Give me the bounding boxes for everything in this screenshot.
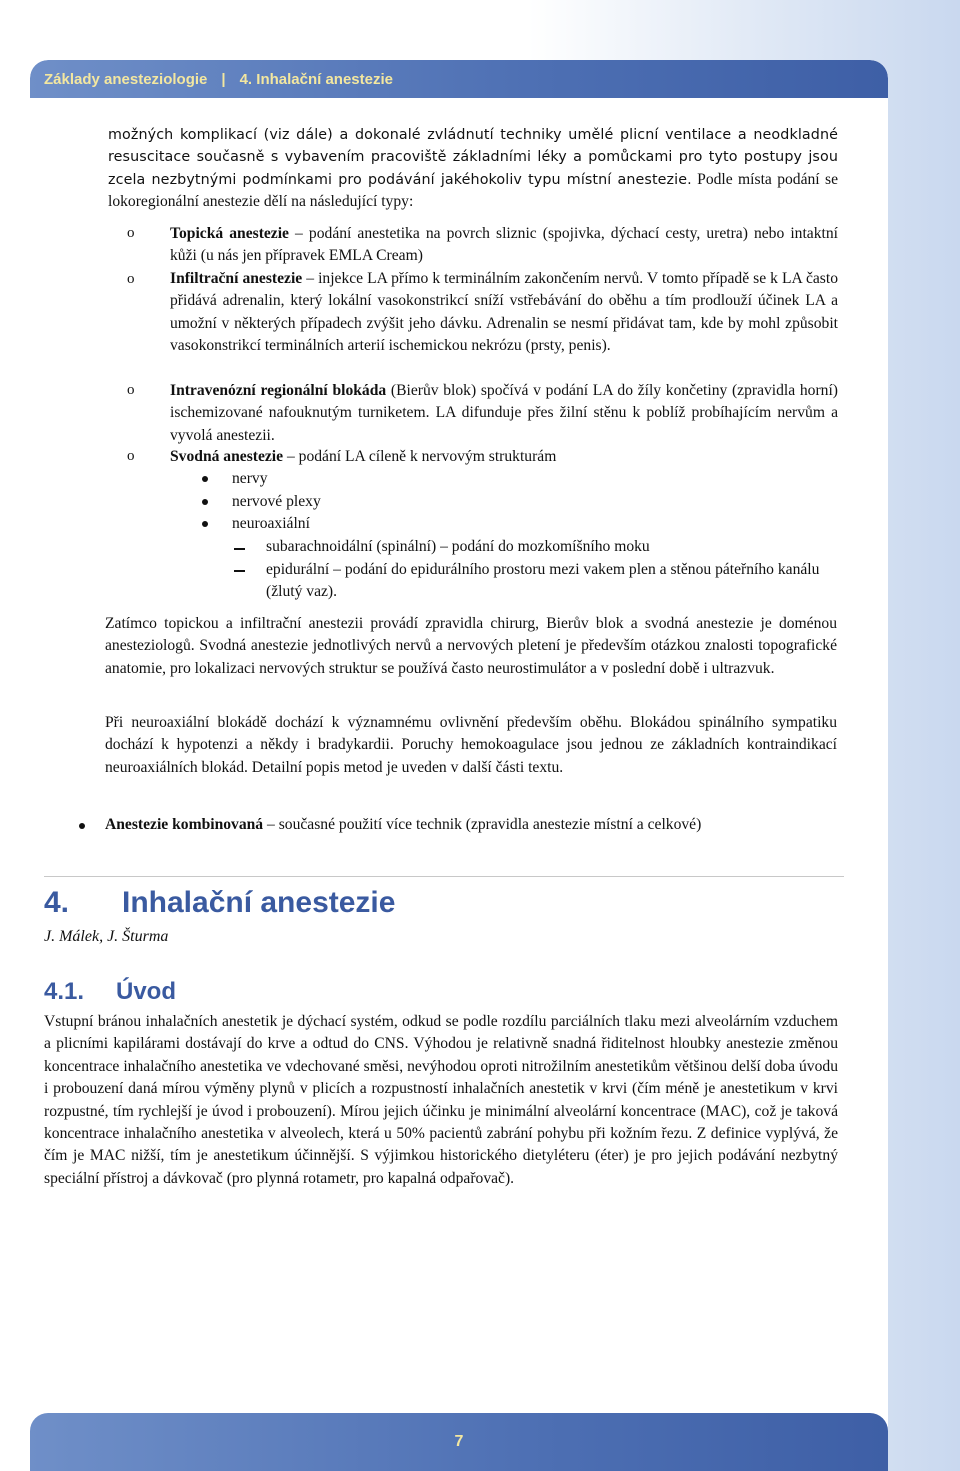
list-item-svodna [170, 446, 838, 468]
paragraph-uvod: Vstupní bránou inhalačních anestetik je dýchací systém, odkud se podle rozdílu parciálních tlaku mezi alveolárním vzduchem a plicními kapilárami dostávají do krve a odtud do CNS. Výhodou je relativně snadná řiditelnost hloubky anestezie změnou koncentrace inhalačního anestetika ve vdechované směsi, nevýhodou oproti nitrožilním anestetikům většinou delší doba úvodu i probouzení daná mírou výměny plynů v plicích a rozpustností inhalačních anestetik v krvi (čím méně je anestetikum v krvi rozpustné, tím rychlejší je úvod i probouzení). Mírou jejich účinku je minimální alveolární koncentrace (MAC), což je taková koncentrace inhalačního anestetika v alveolech, která u 50% pacientů zabrání pohybu při kožním řezu. Z definice vyplývá, že čím je MAC nižší, tím je anestetikum účinnější. S výjimkou historického dietyléteru (éter) je pro jejich podávání nezbytný speciální přístroj a dávkovač (pro plynná rotametr, pro kapalná odpařovač). [44, 1013, 838, 1187]
section-heading [44, 886, 395, 920]
running-header [30, 60, 888, 98]
header-separator: | [221, 70, 226, 88]
list-marker: o [127, 271, 135, 287]
book-title: Základy anesteziologie [44, 70, 208, 88]
subsection-heading [44, 978, 176, 1006]
page-number: 7 [454, 1433, 464, 1450]
section-title: Inhalační anestezie [122, 886, 396, 919]
section-number: 4. [44, 886, 70, 919]
list-marker: o [127, 225, 135, 241]
neuroaxial-item: subarachnoidální (spinální) – podání do mozkomíšního moku [266, 538, 650, 555]
neuroaxial-item: epidurální – podání do epidurálního prostoru mezi vakem plen a stěnou páteřního kanálu (žlutý vaz). [266, 561, 820, 601]
intro-sans-text: možných komplikací (viz dále) a dokonalé zvládnutí techniky umělé plicní ventilace a neodkladné resuscitace současně s vybavením pracoviště základními léky a pomůckami pro tyto postupy jsou zcela nezbytnými podmínkami pro podávání jakéhokoliv typu místní anestezie. [108, 127, 838, 188]
definition-intravenozni: (Bierův blok) spočívá v podání LA do žíly končetiny (zpravidla horní) ischemizované nafouknutým turniketem. LA difunduje přes žilní stěnu k poblíž probíhajícím nervům a vyvolá anestezii. [170, 382, 838, 444]
dash-icon [234, 548, 245, 550]
term-topicka: Topická anestezie [170, 225, 289, 242]
definition-topicka: – podání anestetika na povrch sliznic (spojivka, dýchací cesty, uretra) nebo intaktní kůži (u nás jen přípravek EMLA Cream) [170, 225, 838, 265]
sublist-item: neuroaxiální [232, 515, 310, 532]
list-marker: o [127, 448, 135, 464]
paragraph-chirurg: Zatímco topickou a infiltrační anestezii provádí zpravidla chirurg, Bierův blok a svodná anestezie je doménou anesteziologů. Svodná anestezie jednotlivých nervů a nervových pletení je především otázkou znalosti topografické anatomie, pro lokalizaci nervových struktur se používá často neurostimulátor a v poslední době i ultrazvuk. [105, 615, 837, 677]
term-kombinovana: Anestezie kombinovaná [105, 816, 264, 833]
definition-infiltracni: – injekce LA přímo k terminálním zakončením nervů. V tomto případě se k LA často přidává adrenalin, který lokální vasokonstrikcí sníží vstřebávání do oběhu a tím prodlouží účinek LA a umožní v některých případech zvýšit jeho dávku. Adrenalin se nesmí přidávat tam, kde by mohl způsobit vasokonstrikcí terminálních arterií ischemickou nekrózu (prsty, penis). [170, 270, 838, 355]
term-intravenozni: Intravenózní regionální blokáda [170, 382, 387, 399]
bullet-icon [79, 823, 85, 829]
bullet-icon [202, 521, 208, 527]
term-svodna: Svodná anestezie [170, 448, 284, 465]
list-item-topicka [170, 223, 838, 268]
sublist-item: nervové plexy [232, 493, 321, 510]
paragraph-neuroaxialni: Při neuroaxiální blokádě dochází k významnému ovlivnění především oběhu. Blokádou spinálního sympatiku dochází k hypotenzi a někdy i bradykardii. Poruchy hemokoagulace jsou jednou ze základních kontraindikací neuroaxiálních blokád. Detailní popis metod je uveden v další části textu. [105, 714, 837, 776]
page-footer [30, 1413, 888, 1471]
intro-paragraph [108, 124, 838, 214]
subsection-number: 4.1. [44, 978, 85, 1005]
section-authors: J. Málek, J. Šturma [44, 928, 169, 945]
chapter-title: 4. Inhalační anestezie [239, 70, 393, 88]
combined-item [105, 814, 845, 836]
sublist-item: nervy [232, 470, 268, 487]
section-divider [44, 876, 844, 877]
intro-serif-text: Podle místa podání se lokoregionální anestezie dělí na následující typy: [108, 170, 838, 211]
list-marker: o [127, 382, 135, 398]
bullet-icon [202, 476, 208, 482]
document-page [30, 60, 888, 1471]
list-item-infiltracni [170, 268, 838, 358]
definition-svodna: – podání LA cíleně k nervovým strukturám [283, 448, 557, 465]
term-infiltracni: Infiltrační anestezie [170, 270, 303, 287]
definition-kombinovana: – současné použití více technik (zpravidla anestezie místní a celkové) [263, 816, 702, 833]
list-item-intravenozni [170, 380, 838, 447]
subsection-title: Úvod [116, 978, 176, 1005]
bullet-icon [202, 499, 208, 505]
dash-icon [234, 570, 245, 572]
